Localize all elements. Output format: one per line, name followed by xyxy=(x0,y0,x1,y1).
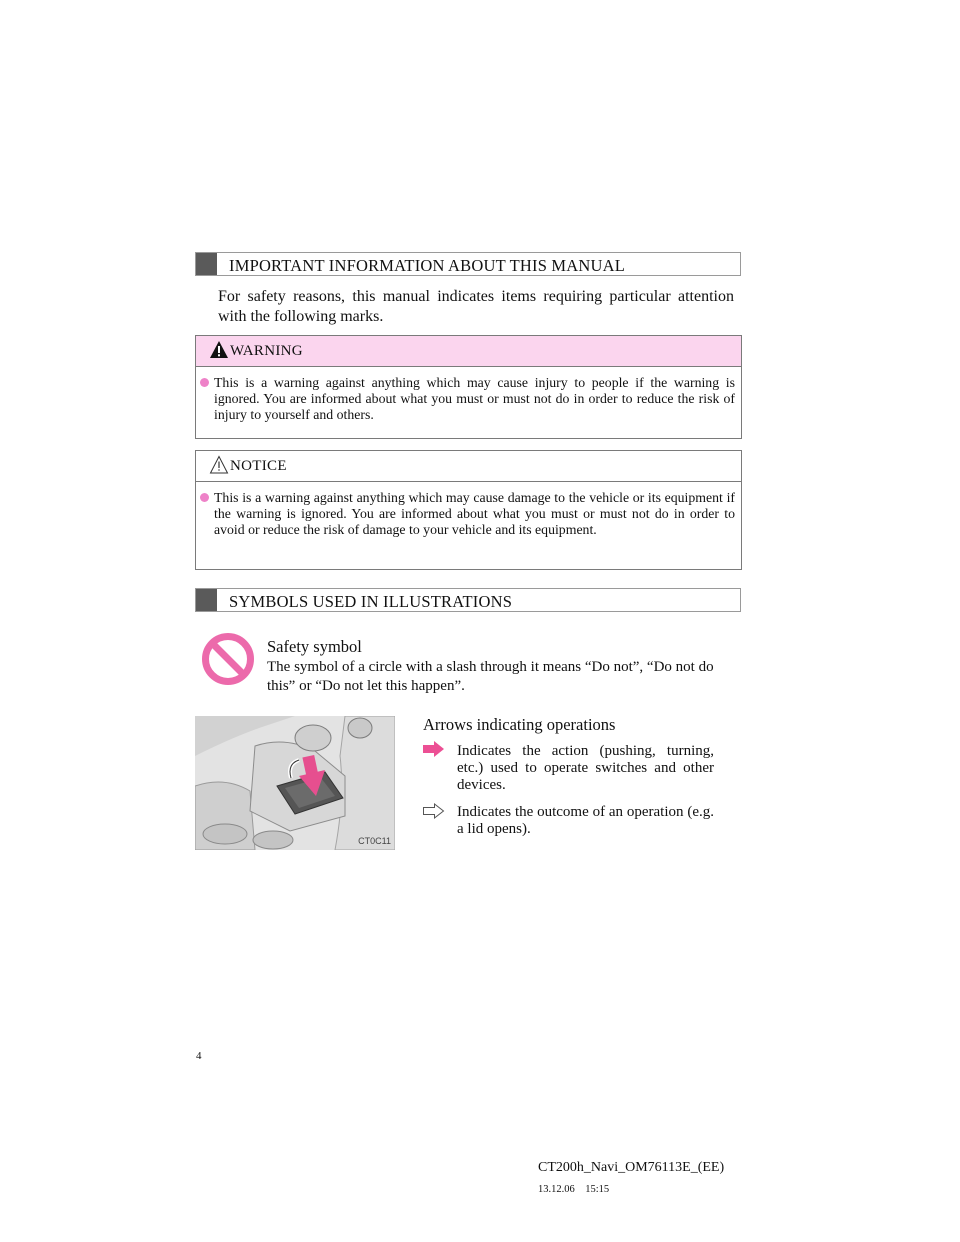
center-console-image xyxy=(195,716,395,850)
symbols-header xyxy=(195,588,741,612)
action-arrow-icon xyxy=(423,741,445,757)
warning-title-bar xyxy=(196,336,741,367)
important-info-header-label: IMPORTANT INFORMATION ABOUT THIS MANUAL xyxy=(229,256,626,275)
header-block xyxy=(196,589,217,611)
notice-title-bar xyxy=(196,451,741,482)
warning-text: This is a warning against anything which may cause injury to people if the warning is ignored. You are informed about what you must or must not do in order to reduce the risk of injury to yourself and others. xyxy=(214,375,735,422)
notice-box xyxy=(195,450,742,570)
intro-paragraph: For safety reasons, this manual indicates items requiring particular attention with the following marks. xyxy=(218,288,734,325)
action-arrow-text: Indicates the action (pushing, turning, etc.) used to operate switches and other devices. xyxy=(457,743,714,793)
outcome-arrow-icon xyxy=(423,803,445,819)
page-number: 4 xyxy=(196,1050,202,1062)
header-block xyxy=(196,253,217,275)
console-illustration xyxy=(195,716,395,850)
warning-icon xyxy=(209,340,229,360)
notice-title: NOTICE xyxy=(230,458,287,474)
illustration-code: CT0C11 xyxy=(358,836,391,846)
safety-symbol-title: Safety symbol xyxy=(267,637,362,656)
important-info-header xyxy=(195,252,741,276)
warning-title: WARNING xyxy=(230,343,303,359)
notice-text: This is a warning against anything which may cause damage to the vehicle or its equipment if the warning is ignored. You are informed about what you must or must not do in order to avoid or reduce the risk of damage to your vehicle and its equipment. xyxy=(214,490,735,537)
notice-body xyxy=(196,482,741,538)
warning-box xyxy=(195,335,742,439)
notice-icon xyxy=(209,455,229,475)
safety-symbol-description: The symbol of a circle with a slash through it means “Do not”, “Do not do this” or “Do not let this happen”. xyxy=(267,659,714,694)
footer-date: 13.12.06 15:15 xyxy=(538,1184,610,1195)
prohibition-icon xyxy=(201,632,255,686)
footer-doc-id: CT200h_Navi_OM76113E_(EE) xyxy=(538,1160,725,1175)
symbols-header-label: SYMBOLS USED IN ILLUSTRATIONS xyxy=(229,592,513,611)
bullet-icon xyxy=(200,378,209,387)
warning-body xyxy=(196,367,741,423)
outcome-arrow-text: Indicates the outcome of an operation (e.g. a lid opens). xyxy=(457,804,714,837)
arrows-title: Arrows indicating operations xyxy=(423,715,616,734)
bullet-icon xyxy=(200,493,209,502)
